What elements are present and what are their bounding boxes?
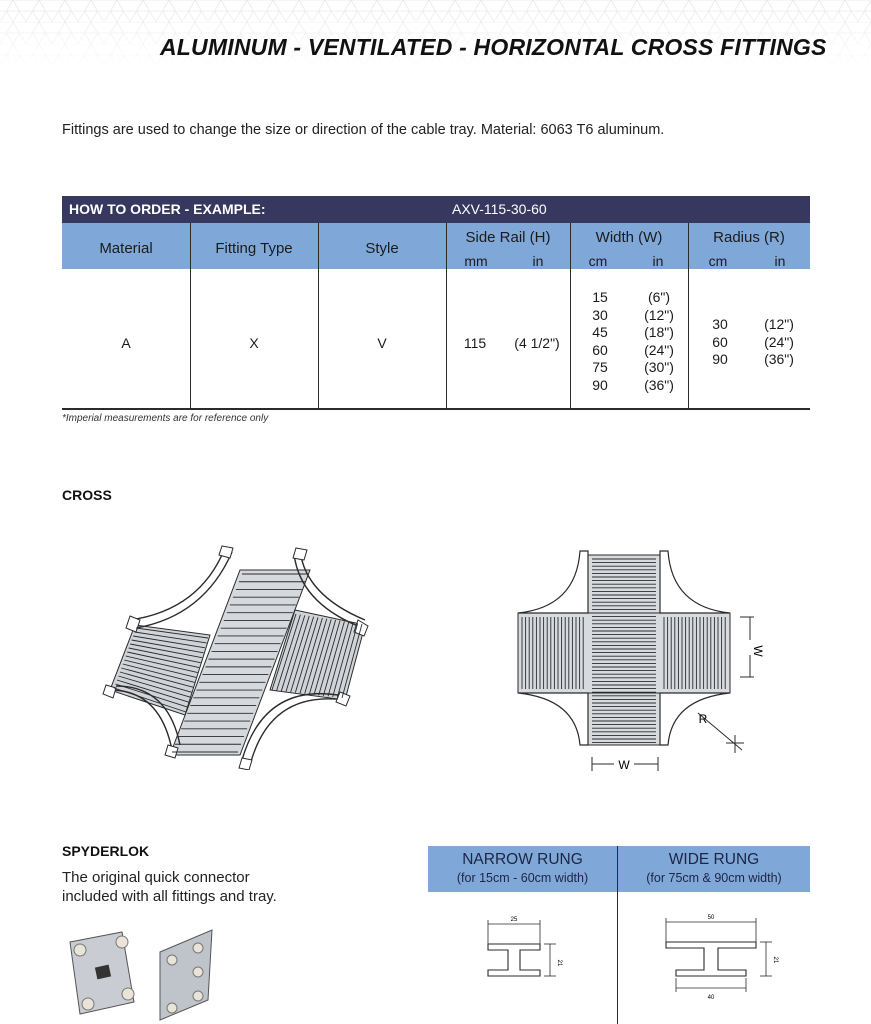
order-example-code: AXV-115-30-60 (452, 201, 547, 217)
wide-dim-top: 50 (707, 915, 715, 921)
divider (570, 223, 571, 409)
wide-rung-sub: (for 75cm & 90cm width) (646, 871, 782, 885)
rung-divider (617, 846, 618, 1024)
wide-dim-height: 21 (772, 956, 778, 964)
radius-in: (12") (764, 316, 794, 332)
unit-in: in (652, 253, 664, 269)
spyderlok-description (62, 868, 277, 906)
radius-cm-list (702, 316, 738, 369)
cross-isometric-drawing (100, 540, 380, 770)
narrow-rung-sub: (for 15cm - 60cm width) (456, 871, 589, 885)
col-side-rail: Side Rail (H) (465, 229, 551, 246)
wide-dim-bottom: 40 (707, 995, 715, 1001)
width-cm: 45 (592, 324, 608, 340)
wide-rung-title: WIDE RUNG (668, 851, 760, 868)
wide-rung-profile (656, 908, 786, 1018)
divider (190, 223, 191, 409)
col-radius: Radius (R) (713, 229, 785, 246)
rung-table (428, 846, 810, 1024)
radius-cm: 60 (712, 333, 728, 350)
order-header-label: HOW TO ORDER - EXAMPLE: (69, 201, 266, 217)
cross-plan-drawing (510, 545, 770, 780)
unit-cm: cm (588, 253, 608, 269)
page-title: ALUMINUM - VENTILATED - HORIZONTAL CROSS FITTINGS (160, 34, 827, 60)
order-header-bar (62, 196, 810, 223)
width-in: (36") (644, 376, 674, 393)
dim-r: R (698, 712, 708, 726)
narrow-dim-height: 21 (556, 959, 562, 967)
narrow-dim-top: 25 (510, 917, 518, 923)
spyderlok-line2: included with all fittings and tray. (62, 888, 277, 905)
order-table (62, 196, 810, 410)
dim-w-horizontal: W (618, 758, 630, 772)
value-side-rail-in: (4 1/2") (514, 335, 560, 351)
radius-in: (36") (764, 351, 794, 367)
radius-in-list (756, 316, 802, 369)
col-material: Material (99, 240, 153, 257)
width-in: (24") (644, 341, 674, 358)
divider (446, 223, 447, 409)
width-in: (30") (644, 359, 674, 375)
narrow-rung-profile (468, 908, 578, 1018)
narrow-rung-header (428, 846, 617, 892)
wide-rung-header (618, 846, 810, 892)
value-side-rail-mm: 115 (463, 335, 487, 351)
spyderlok-connector-image (62, 922, 222, 1022)
radius-cm: 90 (712, 351, 728, 367)
spyderlok-line1: The original quick connector (62, 869, 250, 886)
value-material: A (121, 335, 131, 351)
unit-in: in (532, 253, 544, 269)
width-cm-list (582, 289, 618, 394)
intro-text: Fittings are used to change the size or direction of the cable tray. Material: 6063 T6 aluminum. (62, 122, 665, 138)
radius-in: (24") (764, 333, 794, 350)
dim-w-vertical: W (751, 645, 765, 657)
imperial-note: *Imperial measurements are for reference only (62, 413, 269, 424)
divider (688, 223, 689, 409)
width-cm: 15 (592, 289, 608, 305)
width-in: (12") (644, 306, 674, 323)
narrow-rung-title: NARROW RUNG (462, 851, 583, 868)
width-cm: 30 (592, 306, 608, 323)
col-fitting-type: Fitting Type (215, 240, 293, 257)
unit-in: in (774, 253, 786, 269)
radius-cm: 30 (712, 316, 728, 332)
unit-mm: mm (464, 253, 488, 269)
col-width: Width (W) (595, 229, 663, 246)
value-fitting-type: X (249, 335, 259, 351)
table-bottom-line (62, 408, 810, 410)
cross-heading: CROSS (62, 487, 112, 503)
width-in: (6") (647, 289, 671, 305)
divider (318, 223, 319, 409)
width-in-list (636, 289, 682, 394)
width-cm: 75 (592, 359, 608, 375)
col-style: Style (365, 240, 399, 257)
width-cm: 90 (592, 376, 608, 393)
unit-cm: cm (708, 253, 728, 269)
width-cm: 60 (592, 341, 608, 358)
value-style: V (377, 335, 387, 351)
spyderlok-heading: SPYDERLOK (62, 843, 150, 859)
width-in: (18") (644, 324, 674, 340)
